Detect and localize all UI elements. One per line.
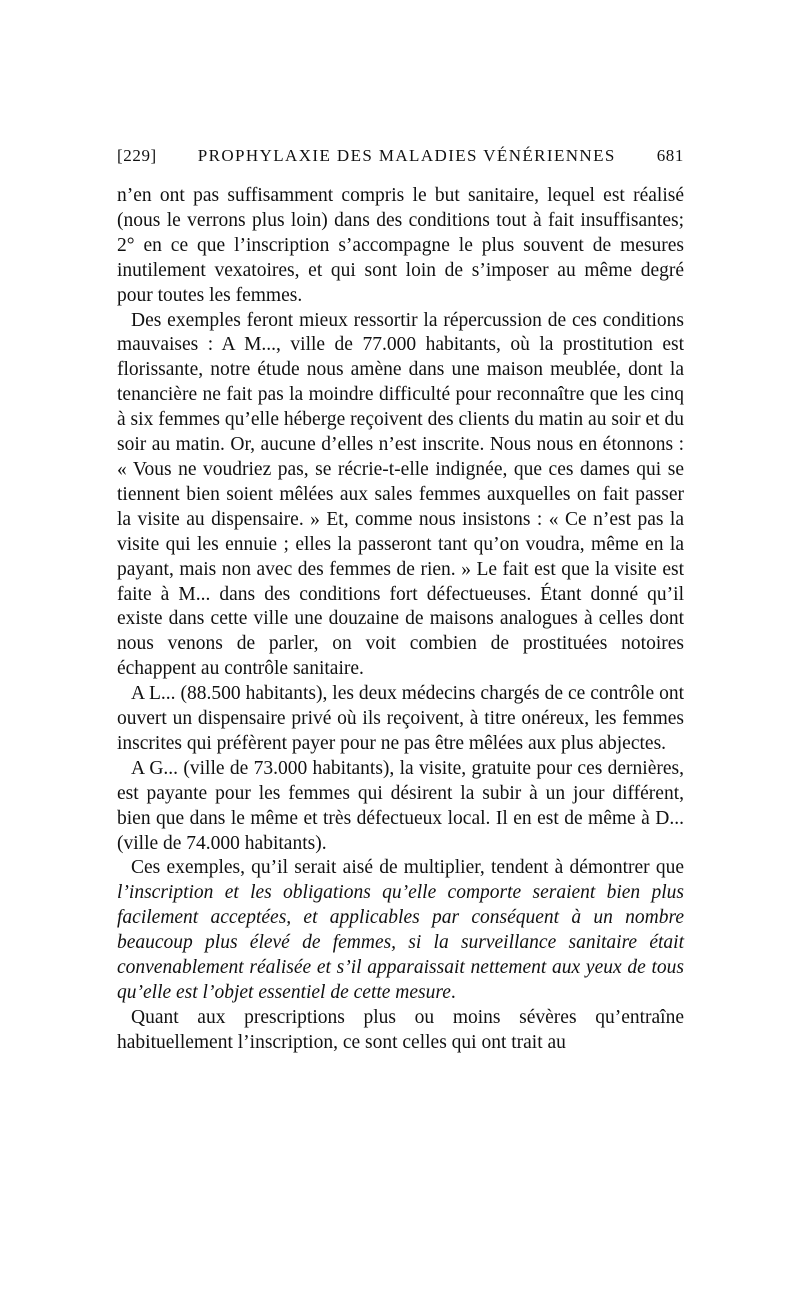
running-title: PROPHYLAXIE DES MALADIES VÉNÉRIENNES <box>197 146 616 165</box>
paragraph-4: A G... (ville de 73.000 habitants), la visite, gratuite pour ces dernières, est payante pour les femmes qui désirent la subir à un jour différent, bien que dans le même et très défectueux local. Il en est de même à D... (ville de 74.000 habitants). <box>117 757 684 854</box>
paragraph-6: Quant aux prescriptions plus ou moins sévères qu’entraîne habituellement l’inscription, ce sont celles qui ont trait au <box>117 1006 684 1053</box>
running-header <box>117 146 684 176</box>
paragraph-1: n’en ont pas suffisamment compris le but sanitaire, lequel est réalisé (nous le verrons plus loin) dans des conditions tout à fait insuffisantes; 2° en ce que l’inscription s’accompagne le plus souvent de mesures inutilement vexatoires, et qui sont loin de s’imposer au même degré pour toutes les femmes. <box>117 185 684 306</box>
paragraph-2: Des exemples feront mieux ressortir la répercussion de ces conditions mauvaises : A M..., ville de 77.000 habitants, où la prostitution est florissante, notre étude nous amène dans une maison meublée, dont la tenancière ne fait pas la moindre difficulté pour reconnaître que les cinq à six femmes qu’elle héberge reçoivent des clients du matin au soir et du soir au matin. Or, aucune d’elles n’est inscrite. Nous nous en étonnons : « Vous ne voudriez pas, se récrie-t-elle indignée, que ces dames qui se tiennent bien soient mêlées aux sales femmes auxquelles on fait passer la visite au dispensaire. » Et, comme nous insistons : « Ce n’est pas la visite qui les ennuie ; elles la passeront tant qu’on voudra, même en la payant, mais non avec des femmes de rien. » Le fait est que la visite est faite à M... dans des conditions fort défectueuses. Étant donné qu’il existe dans cette ville une douzaine de maisons analogues à celles dont nous venons de parler, on voit combien de prostituées notoires échappent au contrôle sanitaire. <box>117 309 684 680</box>
paragraph-5-plain: Ces exemples, qu’il serait aisé de multiplier, tendent à démontrer que <box>131 857 684 879</box>
paragraph-5 <box>117 856 684 1005</box>
book-page <box>117 146 684 1056</box>
paragraph-5-end: . <box>450 982 456 1003</box>
page-number: 681 <box>656 146 684 165</box>
paragraph-3: A L... (88.500 habitants), les deux médecins chargés de ce contrôle ont ouvert un dispensaire privé où ils reçoivent, à titre onéreux, les femmes inscrites qui préfèrent payer pour ne pas être mêlées aux plus abjectes. <box>117 683 684 754</box>
paragraph-5-italic: l’inscription et les obligations qu’elle comporte seraient bien plus facilement acceptées, et applicables par conséquent à un nombre beaucoup plus élevé de femmes, si la surveillance sanitaire était convenablement réalisée et s’il apparaissait nettement aux yeux de tous qu’elle est l’objet essentiel de cette mesure <box>117 882 684 1003</box>
page-reference: [229] <box>117 146 157 165</box>
